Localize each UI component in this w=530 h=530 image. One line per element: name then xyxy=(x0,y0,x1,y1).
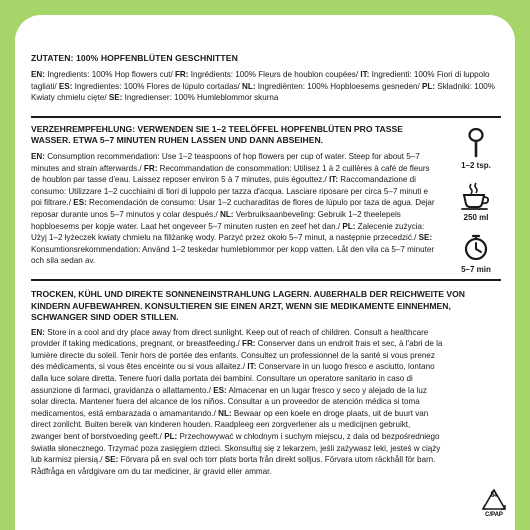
storage-entry: Store in a cool and dry place away from direct sunlight. Keep out of reach of children. Consult a healthcare provider if taking medications, pregnant, or breastfeeding./ xyxy=(31,327,429,349)
dosage-text-column xyxy=(31,124,436,267)
dosage-entry: Raccomandazione di consumo: Utilizzare 1–2 cucchiaini di fiori di luppolo per tazza d'acqua. Lasciare riposare per circa 5–7 minuti e poi filtrare./ xyxy=(31,175,428,208)
lang-code: EN: xyxy=(31,70,45,79)
section-divider xyxy=(31,279,501,281)
ingredients-entry: Ingrediënten: 100% Hopbloesems gesneden/ xyxy=(255,81,423,91)
spoon-label: 1–2 tsp. xyxy=(461,160,491,170)
recycling-code: C/PAP xyxy=(485,512,503,518)
cup-icon xyxy=(459,182,493,210)
lang-code: EN: xyxy=(31,327,45,337)
timer-label: 5–7 min xyxy=(461,264,491,274)
dosage-entry: Zalecenie zużycia: Użyj 1–2 łyżeczek kwiaty chmielu na filiżankę wody. Parzyć przez około 5–7 minut, a następnie przecedzić./ xyxy=(31,221,425,243)
storage-entry: Bewaar op een koele en droge plaats, uit de buurt van direct zonlicht. Buiten bereik van kinderen houden. Raadpleeg een zorgverlener als u medicijnen gebruikt, zwanger bent of borstvoeding geeft./ xyxy=(31,408,429,442)
lang-code: NL: xyxy=(218,408,232,418)
lang-code: ES: xyxy=(58,81,73,91)
timer-item xyxy=(451,234,501,274)
recycling-number: 84 xyxy=(491,493,497,499)
ingredients-entry: Ingredientes: 100% Flores de lúpulo cortadas/ xyxy=(72,81,243,91)
lang-code: ES: xyxy=(213,385,227,395)
recycling-icon xyxy=(481,488,507,512)
lang-code: FR: xyxy=(242,339,256,349)
dosage-entry: Consumption recommendation: Use 1–2 teaspoons of hop flowers per cup of water. Steep for about 5–7 minutes and strain afterwards./ xyxy=(31,151,420,173)
ingredients-text xyxy=(31,69,501,104)
section-divider xyxy=(31,116,501,118)
lang-code: PL: xyxy=(422,81,436,91)
ingredients-entry: Ingredients: 100% Hop flowers cut/ xyxy=(44,70,175,79)
dosage-text xyxy=(31,151,436,267)
ingredients-entry: Ingredienti: 100% Fiori di luppolo tagliati/ xyxy=(31,70,490,91)
lang-code: NL: xyxy=(242,81,256,91)
lang-code: SE: xyxy=(108,93,123,103)
storage-entry: Conservare in un luogo fresco e asciutto, lontano dalla luce solare diretta. Tenere fuori dalla portata dei bambini. Consultare un operatore sanitario in caso di assunzione di farmaci, gravidanza o allattamento./ xyxy=(31,362,435,395)
spoon-item xyxy=(451,128,501,170)
dosage-entry: Recommandation de consommation: Utilisez 1 à 2 cuillères à café de fleurs de houblon par tasse d'eau. Laissez reposer environ 5 à 7 minutes, puis égouttez./ xyxy=(31,163,430,185)
dosage-entry: Konsumtionsrekommendation: Använd 1–2 teskedar humleblommor per kopp vatten. Låt den vila ca 5–7 minuter och sila sedan av. xyxy=(31,244,435,266)
lang-code: IT: xyxy=(247,362,257,372)
recycling-mark xyxy=(479,488,509,518)
lang-code: IT: xyxy=(329,175,339,185)
ingredients-entry: Składniki: 100% Kwiaty chmielu cięte/ xyxy=(31,81,495,103)
lang-code: IT: xyxy=(360,70,370,79)
dosage-icons xyxy=(451,128,501,286)
timer-icon xyxy=(462,234,490,262)
ingredients-title: ZUTATEN: 100% HOPFENBLÜTEN GESCHNITTEN xyxy=(31,53,238,63)
storage-title: TROCKEN, KÜHL UND DIREKTE SONNENEINSTRAHLUNG LAGERN. AUßERHALB DER REICHWEITE VON KINDERN AUFBEWAHREN. KONSULTIEREN SIE EINEN ARZT, WENN SIE MEDIKAMENTE EINNEHMEN, SCHWANGER SIND ODER STILLEN. xyxy=(31,288,465,323)
storage-text xyxy=(31,327,443,478)
lang-code: NL: xyxy=(219,209,234,219)
cup-item xyxy=(451,182,501,222)
dosage-section xyxy=(31,123,501,274)
spoon-icon xyxy=(465,128,487,158)
ingredients-entry: Ingrédients: 100% Fleurs de houblon coupées/ xyxy=(188,70,361,79)
storage-entry: Przechowywać w chłodnym i suchym miejscu, z dala od bezpośredniego światła słonecznego. Trzymać poza zasięgiem dzieci. Skonsultuj się z lekarzem, jeśli zażywasz leki, jesteś w ciąży lub karmisz piersią./ xyxy=(31,432,441,465)
lang-code: FR: xyxy=(174,70,189,79)
storage-entry: Almacenar en un lugar fresco y seco y alejado de la luz solar directa. Mantener fuera del alcance de los niños. Consultar a un proveedor de atención médica si toma medicamentos, está embarazada o amamantando./ xyxy=(31,385,427,418)
lang-code: PL: xyxy=(164,432,178,442)
ingredients-entry: Ingredienser: 100% Humleblommor skurna xyxy=(122,93,279,103)
dosage-entry: Recomendación de consumo: Usar 1–2 cucharaditas de flores de lúpulo por taza de agua. Dejar reposar durante unos 5–7 minutos y colar después./ xyxy=(31,198,435,219)
lang-code: PL: xyxy=(342,221,356,231)
dosage-entry: Verbruiksaanbeveling: Gebruik 1–2 theelepels hopbloesems per kopje water. Laat het ongeveer 5–7 minuten rusten en zeef het dan./ xyxy=(31,209,401,231)
lang-code: SE: xyxy=(104,455,119,465)
storage-entry: Förvara på en sval och torr plats borta från direkt solljus. Förvara utom räckhåll för barn. Rådfråga en vårdgivare om du tar mediciner, är gravid eller ammar. xyxy=(31,455,436,476)
label-card xyxy=(15,15,515,530)
lang-code: FR: xyxy=(143,163,158,173)
lang-code: EN: xyxy=(31,151,45,161)
lang-code: ES: xyxy=(73,198,87,208)
cup-label: 250 ml xyxy=(463,212,489,222)
storage-entry: Conserver dans un endroit frais et sec, à l'abri de la lumière directe du soleil. Tenir hors de portée des enfants. Consultez un professionnel de la santé si vous prenez des médicaments, si vous êtes enceinte ou si vous allaitez./ xyxy=(31,339,443,372)
label-content xyxy=(31,53,501,477)
lang-code: SE: xyxy=(418,233,433,243)
dosage-title: VERZEHREMPFEHLUNG: VERWENDEN SIE 1–2 TEELÖFFEL HOPFENBLÜTEN PRO TASSE WASSER. ETWA 5–7 MINUTEN RUHEN LASSEN UND DANN ABSEIHEN. xyxy=(31,123,403,146)
